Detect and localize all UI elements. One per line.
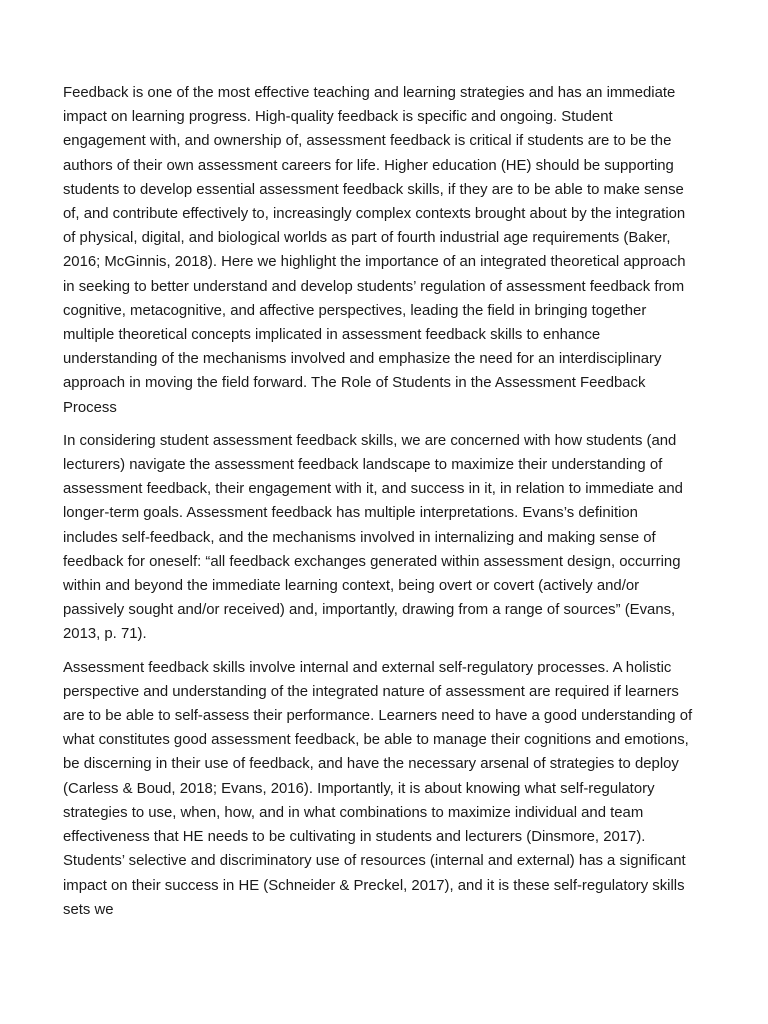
paragraph-feedback-intro: Feedback is one of the most effective teaching and learning strategies and has an immediate impact on learning progress. High-quality feedback is specific and ongoing. Student engagement with, and ownership of, assessment feedback is critical if students are to be the authors of their own assessment careers for life. Higher education (HE) should be supporting students to develop essential assessment feedback skills, if they are to be able to make sense of, and contribute effectively to, increasingly complex contexts brought about by the integration of physical, digital, and biological worlds as part of fourth industrial age requirements (Baker, 2016; McGinnis, 2018). Here we highlight the importance of an integrated theoretical approach in seeking to better understand and develop students’ regulation of assessment feedback from cognitive, metacognitive, and affective perspectives, leading the field in bringing together multiple theoretical concepts implicated in assessment feedback skills to enhance understanding of the mechanisms involved and emphasize the need for an interdisciplinary approach in moving the field forward. The Role of Students in the Assessment Feedback Process [63,85,686,416]
paragraph-student-skills: In considering student assessment feedback skills, we are concerned with how students (and lecturers) navigate the assessment feedback landscape to maximize their understanding of assessment feedback, their engagement with it, and success in it, in relation to immediate and longer-term goals. Assessment feedback has multiple interpretations. Evans’s definition includes self-feedback, and the mechanisms involved in internalizing and making sense of feedback for oneself: “all feedback exchanges generated within assessment design, occurring within and beyond the immediate learning context, being overt or covert (actively and/or passively sought and/or received) and, importantly, drawing from a range of sources” (Evans, 2013, p. 71). [63,432,683,643]
document-page [63,81,693,931]
paragraph-self-regulation: Assessment feedback skills involve internal and external self-regulatory processes. A holistic perspective and understanding of the integrated nature of assessment are required if learners are to be able to self-assess their performance. Learners need to have a good understanding of what constitutes good assessment feedback, be able to manage their cognitions and emotions, be discerning in their use of feedback, and have the necessary arsenal of strategies to deploy (Carless & Boud, 2018; Evans, 2016). Importantly, it is about knowing what self-regulatory strategies to use, when, how, and in what combinations to maximize individual and team effectiveness that HE needs to be cultivating in students and lecturers (Dinsmore, 2017). Students’ selective and discriminatory use of resources (internal and external) has a significant impact on their success in HE (Schneider & Preckel, 2017), and it is these self-regulatory skills sets we [63,659,693,918]
